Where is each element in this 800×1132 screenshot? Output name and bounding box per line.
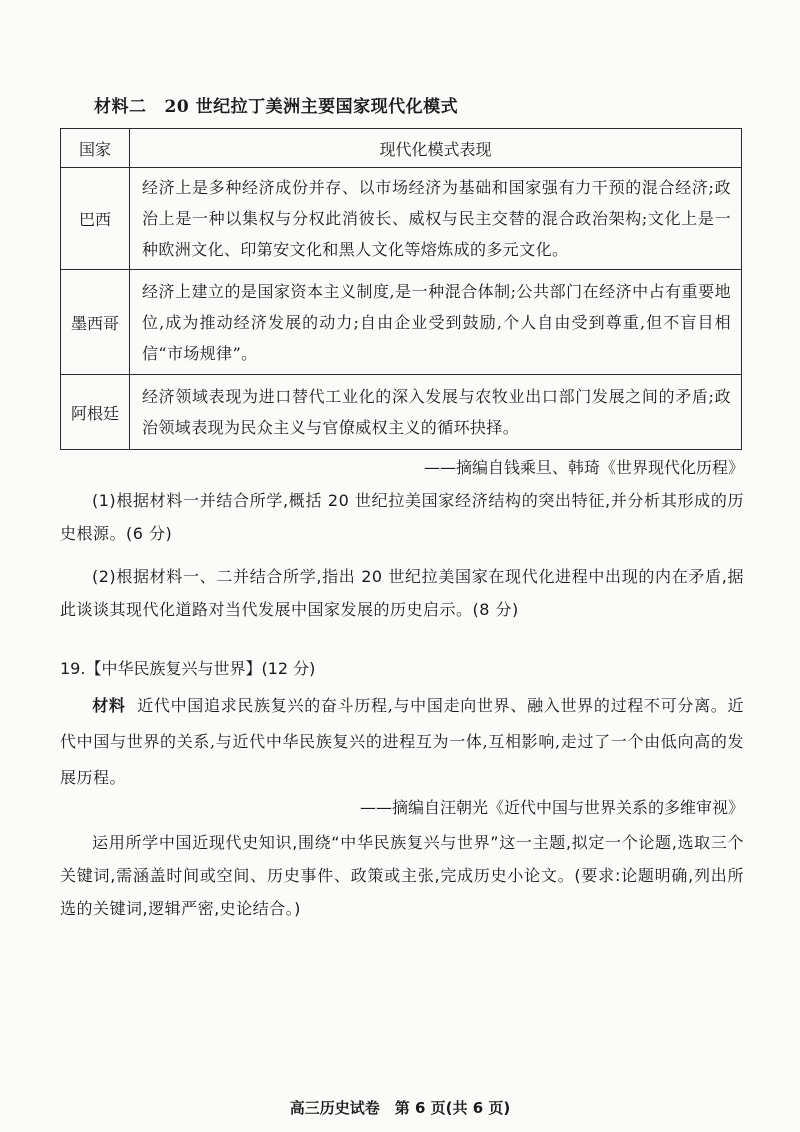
header-mode: 现代化模式表现 bbox=[130, 129, 742, 168]
header-country: 国家 bbox=[61, 129, 130, 168]
mexico-description: 经济上建立的是国家资本主义制度,是一种混合体制;公共部门在经济中占有重要地位,成为推动经济发展的动力;自由企业受到鼓励,个人自由受到尊重,但不盲目相信“市场规律”。 bbox=[130, 270, 742, 375]
question-2-text: (2)根据材料一、二并结合所学,指出 20 世纪拉美国家在现代化进程中出现的内在矛盾,据此谈谈其现代化道路对当代发展中国家发展的历史启示。(8 分) bbox=[60, 567, 744, 619]
source-citation-1: ——摘编自钱乘旦、韩琦《世界现代化历程》 bbox=[423, 458, 744, 477]
task-text: 运用所学中国近现代史知识,围绕“中华民族复兴与世界”这一主题,拟定一个论题,选取三个关键词,需涵盖时间或空间、历史事件、政策或主张,完成历史小论文。(要求:论题明确,列出所选的关键词,逻辑严密,史论结合。) bbox=[60, 833, 744, 918]
country-brazil: 巴西 bbox=[61, 168, 130, 270]
source-citation-2: ——摘编自汪朝光《近代中国与世界关系的多维审视》 bbox=[359, 798, 744, 817]
brazil-description: 经济上是多种经济成份并存、以市场经济为基础和国家强有力干预的混合经济;政治上是一种以集权与分权此消彼长、威权与民主交替的混合政治架构;文化上是一种欧洲文化、印第安文化和黑人文化等熔炼成的多元文化。 bbox=[130, 168, 742, 270]
modernization-table bbox=[60, 128, 742, 450]
table-row bbox=[61, 375, 742, 450]
page-footer: 高三历史试卷 第 6 页(共 6 页) bbox=[289, 1099, 511, 1117]
question-19-title: 19.【中华民族复兴与世界】(12 分) bbox=[60, 659, 316, 678]
material-text: 近代中国追求民族复兴的奋斗历程,与中国走向世界、融入世界的过程不可分离。近代中国与世界的关系,与近代中华民族复兴的进程互为一体,互相影响,走过了一个由低向高的发展历程。 bbox=[60, 696, 744, 787]
question-2 bbox=[60, 560, 744, 626]
material-two-label: 材料二 bbox=[94, 97, 147, 117]
material-label: 材料 bbox=[92, 696, 126, 715]
question-1-text: (1)根据材料一并结合所学,概括 20 世纪拉美国家经济结构的突出特征,并分析其形成的历史根源。(6 分) bbox=[60, 491, 744, 543]
question-19-material bbox=[60, 688, 744, 796]
question-1 bbox=[60, 484, 744, 550]
material-two-title: 20 世纪拉丁美洲主要国家现代化模式 bbox=[164, 97, 459, 117]
table-header-row bbox=[61, 129, 742, 168]
country-argentina: 阿根廷 bbox=[61, 375, 130, 450]
question-19-task bbox=[60, 826, 744, 925]
material-two-heading bbox=[94, 92, 458, 117]
table-row bbox=[61, 270, 742, 375]
table-row bbox=[61, 168, 742, 270]
argentina-description: 经济领域表现为进口替代工业化的深入发展与农牧业出口部门发展之间的矛盾;政治领域表现为民众主义与官僚威权主义的循环抉择。 bbox=[130, 375, 742, 450]
country-mexico: 墨西哥 bbox=[61, 270, 130, 375]
